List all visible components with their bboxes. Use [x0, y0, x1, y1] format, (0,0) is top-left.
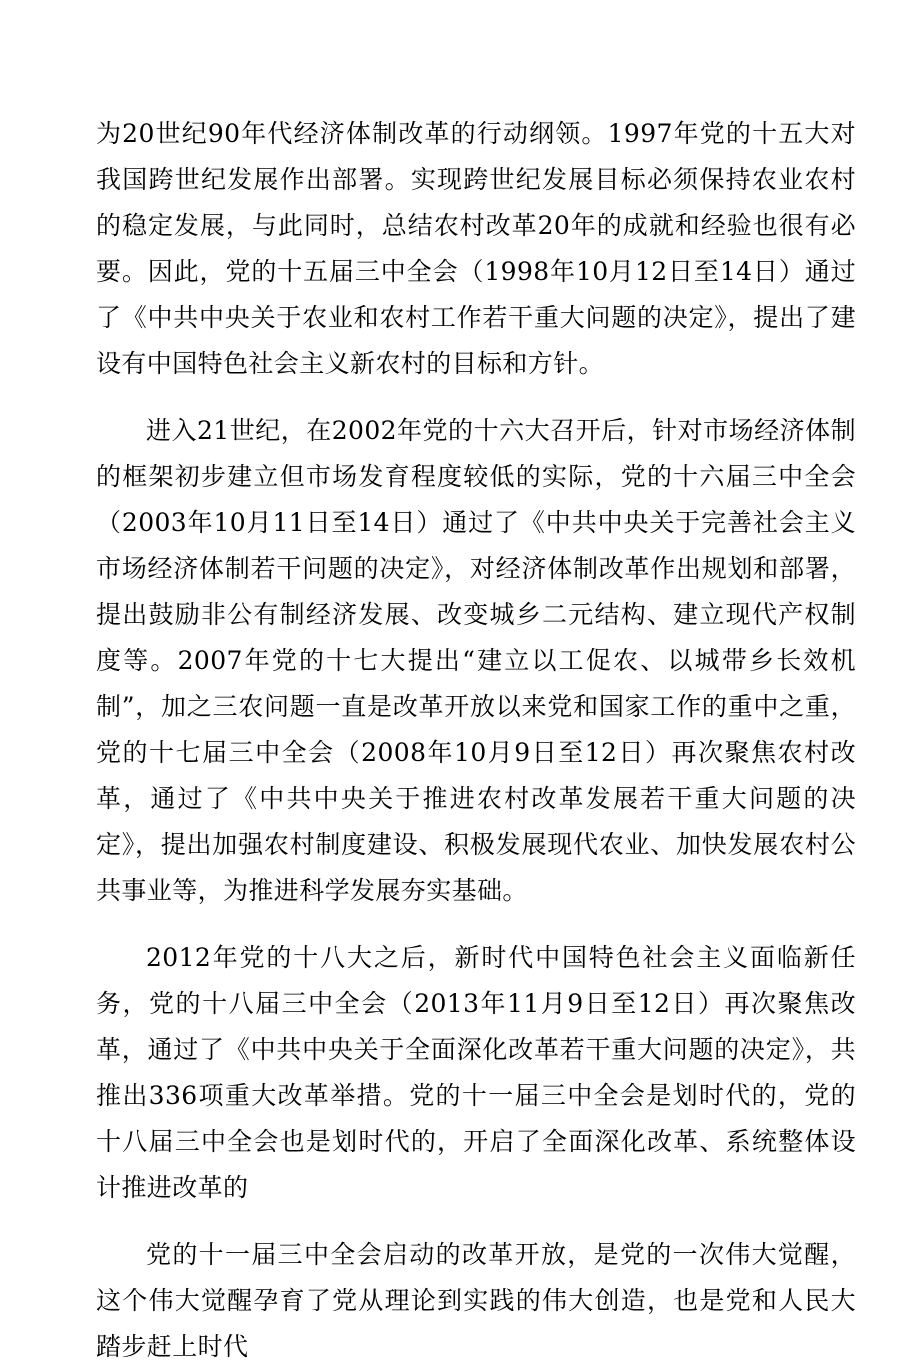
paragraph-1990s-reform: 为20世纪90年代经济体制改革的行动纲领。1997年党的十五大对我国跨世纪发展作出部署。实现跨世纪发展目标必须保持农业农村的稳定发展，与此同时，总结农村改革20年的成就和经验也很有必要。因此，党的十五届三中全会（1998年10月12日至14日）通过了《中共中央关于农业和农村工作若干重大问题的决定》，提出了建设有中国特色社会主义新农村的目标和方针。 — [96, 119, 856, 378]
paragraph-11th-plenum-awakening: 党的十一届三中全会启动的改革开放，是党的一次伟大觉醒，这个伟大觉醒孕育了党从理论到实践的伟大创造，也是党和人民大踏步赶上时代 — [96, 1240, 856, 1361]
paragraph-21st-century-reform: 进入21世纪，在2002年党的十六大召开后，针对市场经济体制的框架初步建立但市场发育程度较低的实际，党的十六届三中全会（2003年10月11日至14日）通过了《中共中央关于完善社会主义市场经济体制若干问题的决定》，对经济体制改革作出规划和部署，提出鼓励非公有制经济发展、改变城乡二元结构、建立现代产权制度等。2007年党的十七大提出“建立以工促农、以城带乡长效机制”，加之三农问题一直是改革开放以来党和国家工作的重中之重，党的十七届三中全会（2008年10月9日至12日）再次聚焦农村改革，通过了《中共中央关于推进农村改革发展若干重大问题的决定》，提出加强农村制度建设、积极发展现代农业、加快发展农村公共事业等，为推进科学发展夯实基础。 — [96, 416, 856, 905]
paragraph-18th-congress-reform: 2012年党的十八大之后，新时代中国特色社会主义面临新任务，党的十八届三中全会（2013年11月9日至12日）再次聚焦改革，通过了《中共中央关于全面深化改革若干重大问题的决定》，共推出336项重大改革举措。党的十一届三中全会是划时代的，党的十八届三中全会也是划时代的，开启了全面深化改革、系统整体设计推进改革的 — [96, 943, 856, 1202]
